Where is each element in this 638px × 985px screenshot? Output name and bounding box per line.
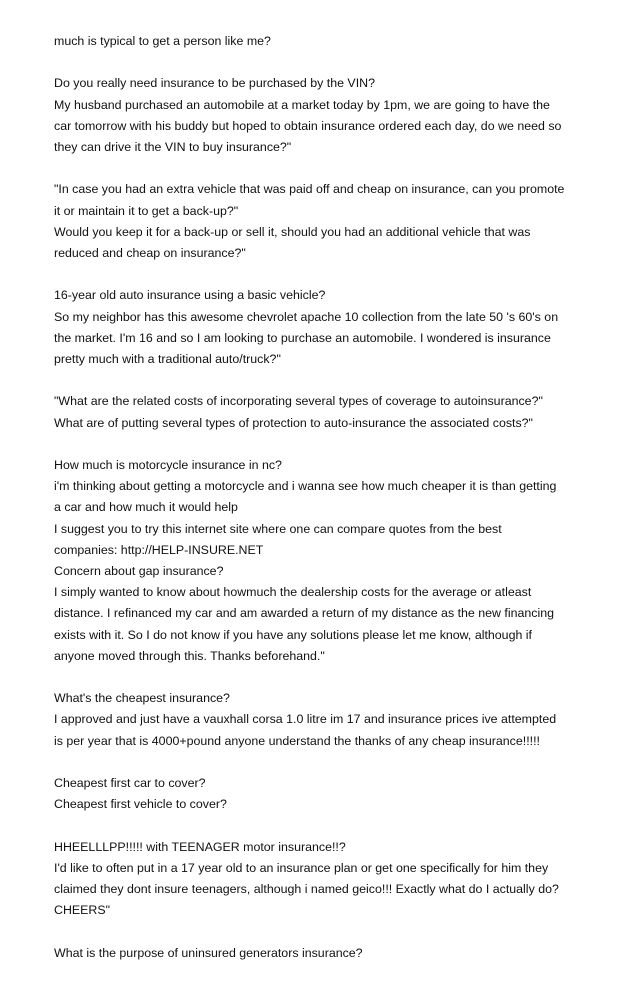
text-line: Cheapest first vehicle to cover?: [54, 797, 227, 812]
text-line: So my neighbor has this awesome chevrolet apache 10 collection from the late 50 's 60's on: [54, 309, 559, 324]
text-line: I'd like to often put in a 17 year old to an insurance plan or get one specifically for him they: [54, 860, 549, 875]
text-line: I suggest you to try this internet site where one can compare quotes from the best: [54, 521, 502, 536]
question-heading: HHEELLLPP!!!!! with TEENAGER motor insurance!!?: [54, 839, 346, 854]
question-heading: How much is motorcycle insurance in nc?: [54, 457, 282, 472]
question-heading: "In case you had an extra vehicle that was paid off and cheap on insurance, can you promote: [54, 182, 565, 197]
paragraph: [54, 773, 594, 815]
text-line: is per year that is 4000+pound anyone understand the thanks of any cheap insurance!!!!!: [54, 733, 540, 748]
text-line: reduced and cheap on insurance?": [54, 246, 246, 260]
text-line: CHEERS": [54, 903, 111, 918]
text-line: What are of putting several types of protection to auto-insurance the associated costs?": [54, 415, 533, 430]
question-heading: Do you really need insurance to be purchased by the VIN?: [54, 76, 375, 91]
question-heading: 16-year old auto insurance using a basic vehicle?: [54, 288, 326, 303]
text-line: anyone moved through this. Thanks beforehand.": [54, 648, 325, 663]
text-line: distance. I refinanced my car and am awarded a return of my distance as the new financing: [54, 606, 555, 621]
document-page: [54, 31, 594, 985]
text-line: companies: http://HELP-INSURE.NET: [54, 542, 264, 557]
paragraph: [54, 943, 594, 964]
paragraph: [54, 73, 594, 158]
text-line: claimed they dont insure teenagers, although i named geico!!! Exactly what do I actually do?: [54, 882, 559, 896]
paragraph: [54, 455, 594, 667]
paragraph: [54, 31, 594, 52]
text-line: i'm thinking about getting a motorcycle and i wanna see how much cheaper it is than getting: [54, 479, 557, 494]
question-heading: Cheapest first car to cover?: [54, 776, 206, 790]
paragraph: [54, 179, 594, 264]
text-line: My husband purchased an automobile at a market today by 1pm, we are going to have the: [54, 97, 550, 112]
text-line: pretty much with a traditional auto/truck?": [54, 352, 281, 366]
text-line: car tomorrow with his buddy but hoped to obtain insurance ordered each day, do we need so: [54, 118, 562, 133]
text-line: I approved and just have a vauxhall corsa 1.0 litre im 17 and insurance prices ive attempted: [54, 712, 557, 727]
paragraph: [54, 391, 594, 433]
text-line: I simply wanted to know about howmuch the dealership costs for the average or atleast: [54, 585, 532, 600]
text-line: they can drive it the VIN to buy insurance?": [54, 140, 292, 154]
question-heading: "What are the related costs of incorporating several types of coverage to autoinsurance?": [54, 394, 543, 409]
question-heading: What is the purpose of uninsured generators insurance?: [54, 945, 363, 960]
question-heading: Concern about gap insurance?: [54, 564, 224, 578]
text-line: exists with it. So I do not know if you have any solutions please let me know, although if: [54, 627, 532, 642]
text-line: the market. I'm 16 and so I am looking to purchase an automobile. I wondered is insurance: [54, 330, 551, 345]
text-line: it or maintain it to get a back-up?": [54, 203, 239, 218]
paragraph: [54, 837, 594, 922]
text-line: Would you keep it for a back-up or sell it, should you had an additional vehicle that was: [54, 224, 531, 239]
question-heading: What's the cheapest insurance?: [54, 691, 230, 706]
paragraph: [54, 285, 594, 370]
paragraph: [54, 688, 594, 752]
text-line: a car and how much it would help: [54, 500, 238, 515]
text-line: much is typical to get a person like me?: [54, 34, 271, 48]
